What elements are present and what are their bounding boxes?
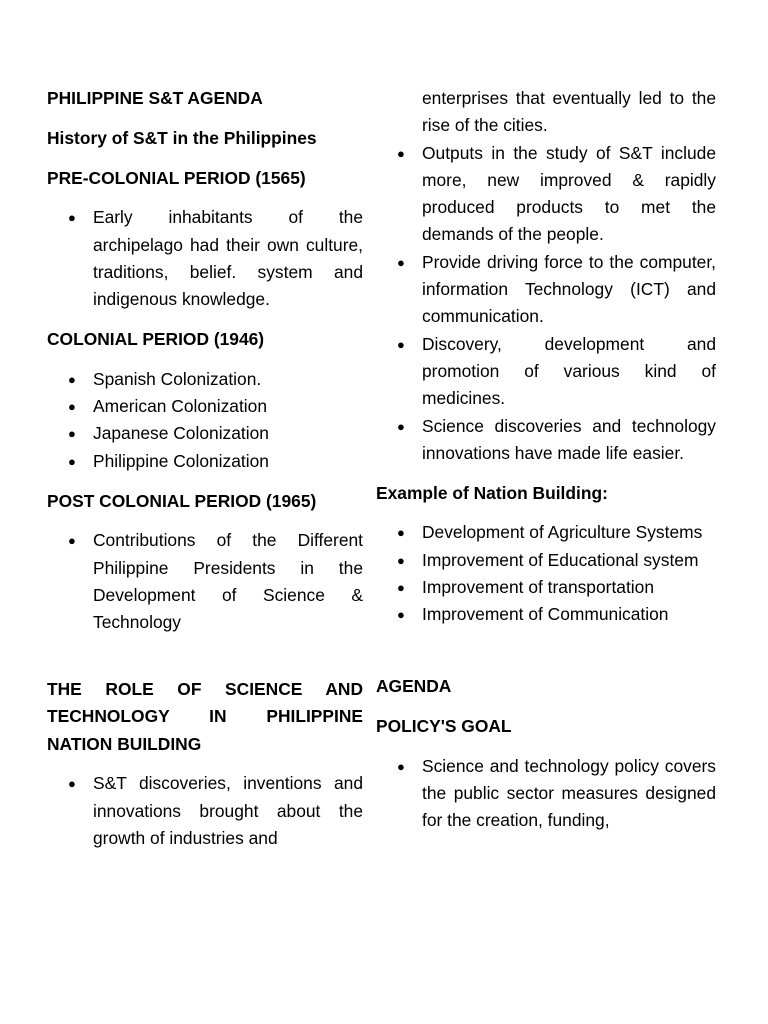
bullet-icon: ● [68,426,76,442]
list-item: ● Development of Agriculture Systems [376,519,716,546]
colonial-heading: COLONIAL PERIOD (1946) [47,329,265,350]
nation-building-list [376,519,716,628]
postcolonial-list [47,527,363,636]
list-item: ● Improvement of transportation [376,574,716,601]
role-heading: THE ROLE OF SCIENCE AND TECHNOLOGY IN PHILIPPINE NATION BUILDING [47,679,363,754]
bullet-icon: ● [397,336,405,352]
list-item: ● American Colonization [47,393,363,420]
bullet-icon: ● [68,210,76,226]
bullet-icon: ● [68,399,76,415]
postcolonial-heading: POST COLONIAL PERIOD (1965) [47,490,317,511]
nation-building-heading: Example of Nation Building: [376,482,608,503]
bullet-icon: ● [68,776,76,792]
bullet-icon: ● [397,145,405,161]
list-item: ● Philippine Colonization [47,448,363,475]
list-item: ● Science discoveries and technology innovations have made life easier. [376,413,716,468]
right-column [376,85,716,847]
bullet-icon: ● [397,580,405,596]
bullet-icon: ● [68,533,76,549]
agenda-heading: AGENDA [376,676,452,697]
list-item: ● Contributions of the Different Philippine Presidents in the Development of Science & Technology [47,527,363,636]
document-title: PHILIPPINE S&T AGENDA [47,88,263,108]
list-item: ● Discovery, development and promotion of various kind of medicines. [376,331,716,413]
bullet-icon: ● [397,552,405,568]
list-item: ● Outputs in the study of S&T include more, new improved & rapidly produced products to met the demands of the people. [376,140,716,249]
precolonial-heading: PRE-COLONIAL PERIOD (1565) [47,167,306,188]
policy-goal-heading: POLICY'S GOAL [376,715,512,736]
list-item: ● S&T discoveries, inventions and innovations brought about the growth of industries and [47,770,363,852]
role-list-continued [376,140,716,468]
bullet-icon: ● [397,254,405,270]
bullet-icon: ● [397,758,405,774]
list-item: ● Improvement of Communication [376,601,716,628]
bullet-icon: ● [68,371,76,387]
left-column [47,85,363,865]
policy-goal-list [376,753,716,835]
bullet-icon: ● [397,418,405,434]
bullet-icon: ● [397,607,405,623]
list-item: ● Early inhabitants of the archipelago had their own culture, traditions, belief. system and indigenous knowledge. [47,204,363,313]
bullet-icon: ● [68,453,76,469]
history-heading: History of S&T in the Philippines [47,127,317,148]
list-item: ● Science and technology policy covers the public sector measures designed for the creation, funding, [376,753,716,835]
bullet-icon: ● [397,525,405,541]
list-item: ● Japanese Colonization [47,420,363,447]
role-list [47,770,363,852]
colonial-list [47,366,363,475]
list-item: ● Improvement of Educational system [376,547,716,574]
precolonial-list [47,204,363,313]
list-item: ● Spanish Colonization. [47,366,363,393]
list-item: ● Provide driving force to the computer, information Technology (ICT) and communication. [376,249,716,331]
role-continuation: enterprises that eventually led to the rise of the cities. [422,88,716,136]
